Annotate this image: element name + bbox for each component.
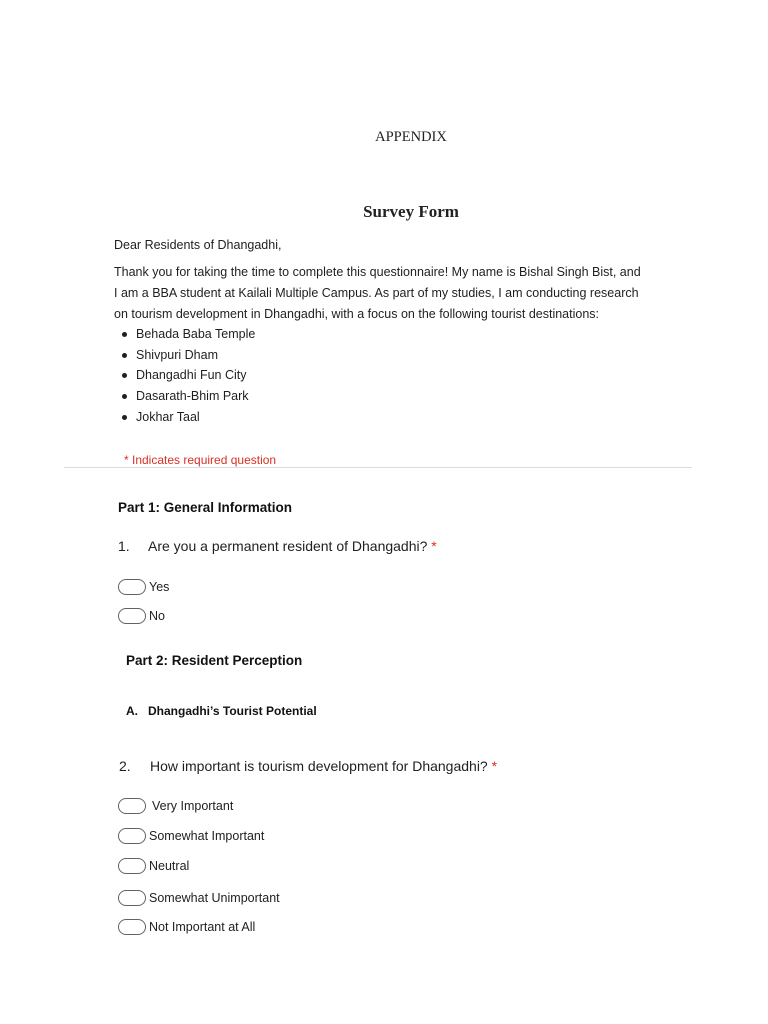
radio-button[interactable] (118, 608, 146, 624)
radio-option-somewhat-important[interactable] (118, 826, 264, 846)
list-item (122, 324, 255, 345)
radio-option-yes[interactable] (118, 577, 169, 597)
section-letter: A. (126, 704, 138, 718)
destination-label: Shivpuri Dham (136, 347, 218, 362)
radio-option-very-important[interactable] (118, 796, 233, 816)
radio-button[interactable] (118, 919, 146, 935)
option-label: Not Important at All (149, 920, 256, 934)
required-star: * (431, 538, 437, 554)
intro-line: I am a BBA student at Kailali Multiple Campus. As part of my studies, I am conducting research (114, 286, 639, 300)
intro-line: Thank you for taking the time to complete this questionnaire! My name is Bishal Singh Bist, and (114, 265, 641, 279)
destination-label: Dhangadhi Fun City (136, 368, 247, 383)
destination-label: Dasarath-Bhim Park (136, 389, 249, 404)
bullet-icon (122, 415, 127, 420)
section-title: Dhangadhi’s Tourist Potential (148, 704, 317, 718)
radio-option-neutral[interactable] (118, 856, 189, 876)
part2-heading: Part 2: Resident Perception (126, 653, 303, 668)
intro-line: on tourism development in Dhangadhi, with a focus on the following tourist destinations: (114, 307, 600, 321)
radio-button[interactable] (118, 828, 146, 844)
greeting-text: Dear Residents of Dhangadhi, (114, 238, 282, 252)
required-note: * Indicates required question (124, 453, 277, 467)
radio-option-not-important[interactable] (118, 917, 255, 937)
question-text: Are you a permanent resident of Dhangadhi? (148, 538, 428, 554)
appendix-heading: APPENDIX (375, 129, 447, 145)
destination-list (122, 324, 255, 427)
part1-heading: Part 1: General Information (118, 500, 293, 515)
list-item (122, 386, 255, 407)
section-a-heading (126, 704, 317, 718)
question-number: 2. (119, 758, 131, 774)
list-item (122, 365, 255, 386)
option-label: No (149, 609, 165, 623)
option-label: Very Important (152, 799, 234, 813)
intro-paragraph (114, 262, 684, 325)
option-label: Somewhat Important (149, 829, 265, 843)
list-item (122, 407, 255, 428)
radio-option-somewhat-unimportant[interactable] (118, 888, 280, 908)
question-text: How important is tourism development for Dhangadhi? (150, 758, 488, 774)
list-item (122, 345, 255, 366)
radio-button[interactable] (118, 798, 146, 814)
divider (64, 467, 692, 468)
bullet-icon (122, 353, 127, 358)
question-1 (118, 538, 437, 554)
bullet-icon (122, 394, 127, 399)
radio-button[interactable] (118, 579, 146, 595)
option-label: Somewhat Unimportant (149, 891, 280, 905)
radio-button[interactable] (118, 858, 146, 874)
required-star: * (491, 758, 498, 774)
question-2 (119, 758, 497, 774)
destination-label: Jokhar Taal (136, 409, 200, 424)
bullet-icon (122, 332, 127, 337)
option-label: Yes (149, 580, 170, 594)
page-title: Survey Form (363, 202, 459, 221)
radio-button[interactable] (118, 890, 146, 906)
question-number: 1. (118, 538, 130, 554)
bullet-icon (122, 373, 127, 378)
destination-label: Behada Baba Temple (136, 327, 256, 341)
option-label: Neutral (149, 859, 190, 873)
radio-option-no[interactable] (118, 606, 165, 626)
